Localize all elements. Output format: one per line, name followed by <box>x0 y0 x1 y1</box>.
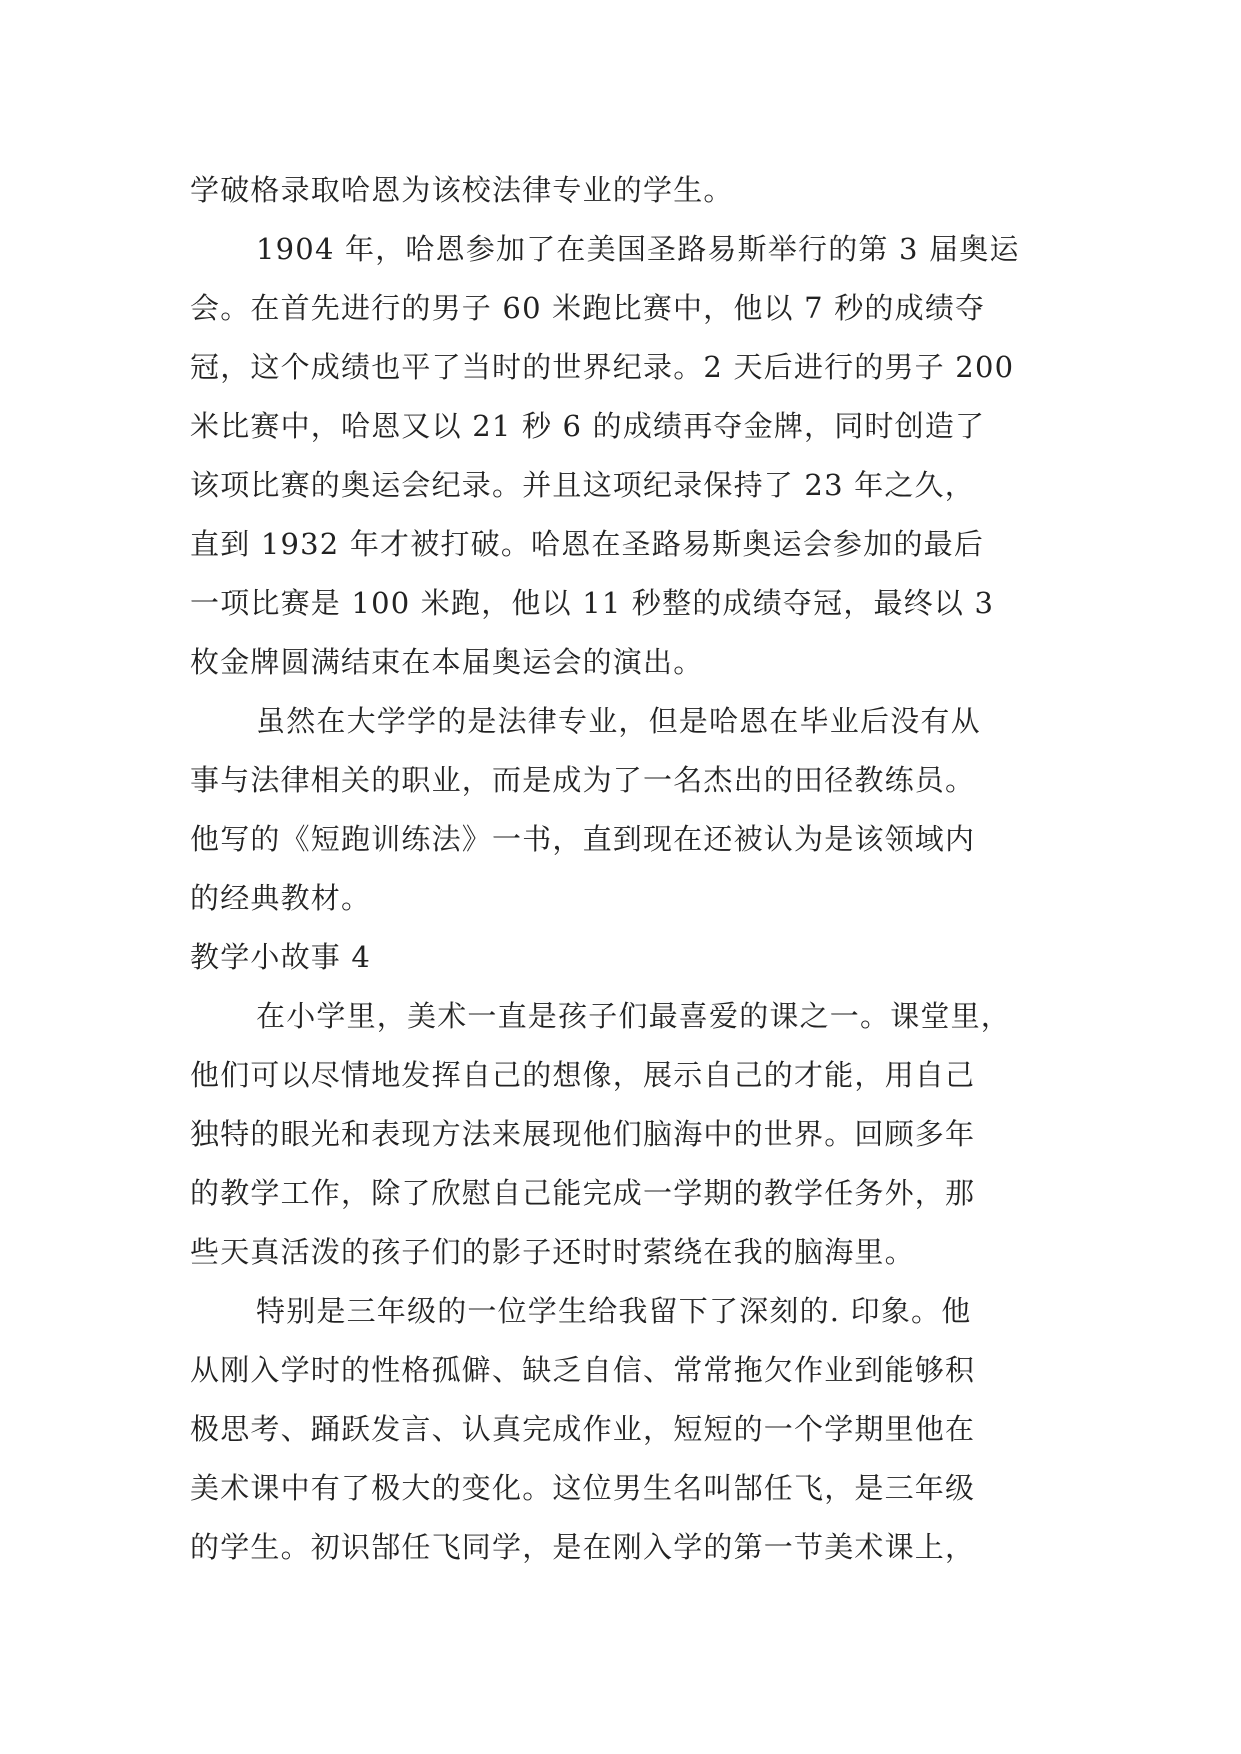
paragraph-start-line: 1904 年，哈恩参加了在美国圣路易斯举行的第 3 届奥运 <box>256 232 1020 266</box>
text-line: 他们可以尽情地发挥自己的想像，展示自己的才能，用自己 <box>190 1058 976 1092</box>
text-line: 学破格录取哈恩为该校法律专业的学生。 <box>190 173 734 207</box>
text-line: 极思考、踊跃发言、认真完成作业，短短的一个学期里他在 <box>190 1412 976 1446</box>
text-line: 他写的《短跑训练法》一书，直到现在还被认为是该领域内 <box>190 822 976 856</box>
text-line: 直到 1932 年才被打破。哈恩在圣路易斯奥运会参加的最后 <box>190 527 985 561</box>
section-heading: 教学小故事 4 <box>190 940 372 974</box>
text-line: 该项比赛的奥运会纪录。并且这项纪录保持了 23 年之久， <box>190 468 975 502</box>
paragraph-start-line: 虽然在大学学的是法律专业，但是哈恩在毕业后没有从 <box>256 704 981 738</box>
text-line: 美术课中有了极大的变化。这位男生名叫郜任飞，是三年级 <box>190 1471 976 1505</box>
document-body <box>190 161 1090 1577</box>
text-line: 些天真活泼的孩子们的影子还时时萦绕在我的脑海里。 <box>190 1235 915 1269</box>
text-line: 的学生。初识郜任飞同学，是在刚入学的第一节美术课上， <box>190 1530 976 1564</box>
text-line: 冠，这个成绩也平了当时的世界纪录。2 天后进行的男子 200 <box>190 350 1015 384</box>
text-line: 的教学工作，除了欣慰自己能完成一学期的教学任务外，那 <box>190 1176 976 1210</box>
paragraph-start-line: 特别是三年级的一位学生给我留下了深刻的. 印象。他 <box>256 1294 972 1328</box>
text-line: 米比赛中，哈恩又以 21 秒 6 的成绩再夺金牌，同时创造了 <box>190 409 986 443</box>
text-line: 从刚入学时的性格孤僻、缺乏自信、常常拖欠作业到能够积 <box>190 1353 976 1387</box>
text-line: 独特的眼光和表现方法来展现他们脑海中的世界。回顾多年 <box>190 1117 976 1151</box>
text-line: 事与法律相关的职业，而是成为了一名杰出的田径教练员。 <box>190 763 976 797</box>
text-line: 一项比赛是 100 米跑，他以 11 秒整的成绩夺冠，最终以 3 <box>190 586 995 620</box>
paragraph-start-line: 在小学里，美术一直是孩子们最喜爱的课之一。课堂里， <box>256 999 1012 1033</box>
text-line: 的经典教材。 <box>190 881 372 915</box>
text-line: 会。在首先进行的男子 60 米跑比赛中，他以 7 秒的成绩夺 <box>190 291 986 325</box>
text-line: 枚金牌圆满结束在本届奥运会的演出。 <box>190 645 704 679</box>
